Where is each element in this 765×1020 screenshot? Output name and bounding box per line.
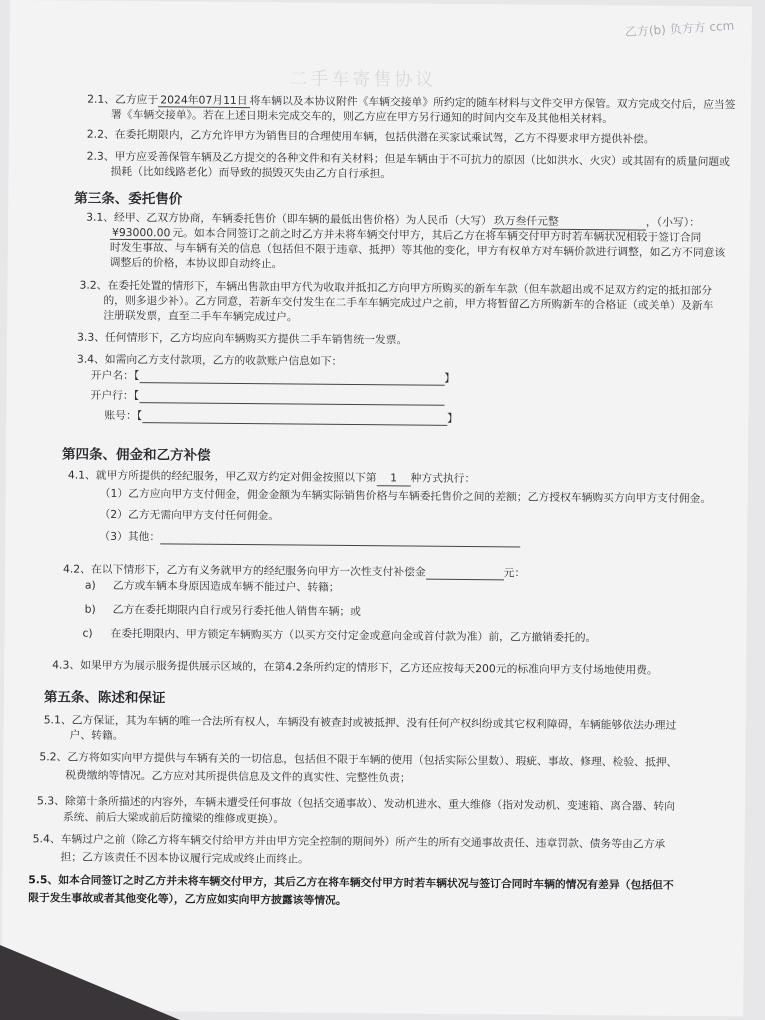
clause-3-1-line3: 时发生事故、与车辆有关的信息（包括但不限于违章、抵押）等其他的变化，甲方有权单方对车辆价款进行调整，如乙方不同意该 [109,240,726,260]
bank-row: 开户行：【 [90,389,444,406]
clause-4-3: 4.3、如果甲方为展示服务提供展示区域的，在第4.2条所约定的情形下，乙方还应按每天200元的标准向甲方支付场地使用费。 [52,658,658,677]
handwritten-note: 乙方(b) 负方方 ccm [623,18,735,40]
clause-2-3-line2: 损耗（比如线路老化）而导致的损毁灭失由乙方自行承担。 [110,164,392,181]
clause-4-2: 4.2、在以下情形下，乙方有义务就甲方的经纪服务向甲方一次性支付补偿金 元： [62,562,526,580]
price-in-figures: ¥93000.00 [110,226,173,241]
clause-5-4-line2: 担；乙方该责任不因本协议履行完成或终止而终止。 [60,850,309,866]
account-name-row: 开户名：【 】 [90,368,456,385]
clause-3-2-line3: 注册联发票，直至二手车车辆完成过户。 [103,308,298,324]
bank-field[interactable] [139,391,444,406]
clause-5-2-line2: 税费缴纳等情况。乙方应对其所提供信息及文件的真实性、完整性负责； [65,768,411,785]
clause-3-2-line1: 3.2、在委托处置的情形下，车辆出售款由甲方代为收取并抵扣乙方向甲方所购买的新车车款（但车款超出或不足双方约定的抵扣部分 [79,278,713,298]
clause-5-3-line1: 5.3、除第十条所描述的内容外，车辆未遭受任何事故（包括交通事故）、发动机进水、重大维修（指对发动机、变速箱、离合器、转向 [36,794,676,813]
clause-3-2-line2: 的，则多退少补）。乙方同意，若新车交付发生在二手车车辆完成过户之前，甲方将暂留乙方所购新车的合格证（或关单）及新车 [103,293,714,313]
clause-3-3: 3.3、任何情形下，乙方均应向车辆购买方提供二手车销售统一发票。 [77,330,408,347]
contract-page [1,0,752,1016]
clause-3-4: 3.4、如需向乙方支付款项，乙方的收款账户信息如下： [76,352,343,368]
clause-5-2-line1: 5.2、乙方将如实向甲方提供与车辆有关的一切信息，包括但不限于车辆的使用（包括实际公里数）、瑕疵、事故、修理、检验、抵押、 [39,750,678,769]
delivery-date: 2024年07月11日 [158,93,249,108]
condition-b: b) 乙方在委托期限内自行或另行委托他人销售车辆；或 [84,602,362,619]
clause-5-4-line1: 5.4、车辆过户之前（除乙方将车辆交付给甲方并由甲方完全控制的期间外）所产生的所有交通事故责任、违章罚款、债务等由乙方承 [32,832,666,851]
bank-label: 开户行： [90,388,134,403]
commission-option-1: （1）乙方应向甲方支付佣金，佣金金额为车辆实际销售价格与车辆委托售价之间的差额；乙方授权车辆购买方向甲方支付佣金。 [99,486,712,506]
section-5-title: 第五条、陈述和保证 [43,689,166,707]
account-name-label: 开户名： [90,368,134,383]
clause-5-5-line1: 5.5、如本合同签订之时乙方并未将车辆交付甲方，其后乙方在将车辆交付甲方时若车辆状况与签订合同时车辆的情况有差异（包括但不 [28,873,674,892]
clause-3-1-line2: ¥93000.00 元。如本合同签订之前之时乙方并未将车辆交付甲方，其后乙方在将车辆交付甲方时若车辆状况相较于签订合同 [110,226,702,245]
commission-option-choice: 1 [376,471,410,486]
clause-5-1-line2: 户、转籍。 [69,728,124,743]
condition-c: c) 在委托期限内、甲方锁定车辆购买方（以买方交付定金或意向金或首付款为准）前，乙方撤销委托的。 [82,626,597,645]
account-number-label: 账号： [104,408,137,423]
commission-option-2: （2）乙方无需向甲方支付任何佣金。 [99,507,280,523]
clause-2-1-line2: 署《车辆交接单》。若在上述日期未完成交车的，则乙方应在甲方另行通知的时间内交车及其他相关材料。 [110,107,614,126]
bleed-through-title: 二手车寄售协议 [289,68,437,91]
section-3-title: 第三条、委托售价 [74,190,183,208]
clause-3-1-line4: 调整后的价格，本协议即自动终止。 [109,255,283,271]
account-name-field[interactable] [139,371,444,386]
compensation-amount-field[interactable] [426,568,504,581]
price-in-words: 玖万叁仟元整 [492,214,646,230]
commission-option-3: （3）其他： [99,530,520,548]
clause-5-1-line1: 5.1、乙方保证，其为车辆的唯一合法所有权人，车辆没有被查封或被抵押、没有任何产权纠纷或其它权利障碍，车辆能够依法办理过 [43,713,677,732]
account-number-row: 账号：【 】 [104,408,459,425]
section-4-title: 第四条、佣金和乙方补偿 [61,446,211,464]
account-number-field[interactable] [142,411,447,426]
clause-5-3-line2: 系统、前后大梁或前后防撞梁的维修或更换）。 [62,810,285,826]
condition-a: a) 乙方或车辆本身原因造成车辆不能过户、转籍； [84,578,340,594]
clause-5-5-line2: 限于发生事故或者其他变化等），乙方应如实向甲方披露该等情况。 [28,891,347,907]
clause-2-2: 2.2、在委托期限内，乙方允许甲方为销售目的合理使用车辆，包括供潜在买家试乘试驾，乙方不得要求甲方提供补偿。 [86,127,655,146]
clause-2-3-line1: 2.3、甲方应妥善保管车辆及乙方提交的各种文件和有关材料；但是车辆由于不可抗力的原因（比如洪水、火灾）或其固有的质量问题或 [86,149,731,169]
clause-3-1-line1: 3.1、经甲、乙双方协商，车辆委托售价（即车辆的最低出售价格）为人民币（大写） 玖万叁仟元整 ，（小写）： [86,210,700,230]
clause-2-1-line1: 2.1、乙方应于 2024年07月11日 将车辆以及本协议附件《车辆交接单》所约定的随车材料与文件交甲方保管。双方完成交付后，应当签 [87,92,736,112]
other-option-field[interactable] [160,532,520,547]
clause-4-1: 4.1、就甲方所提供的经纪服务，甲乙双方约定对佣金按照以下第 1 种方式执行： [67,468,476,486]
